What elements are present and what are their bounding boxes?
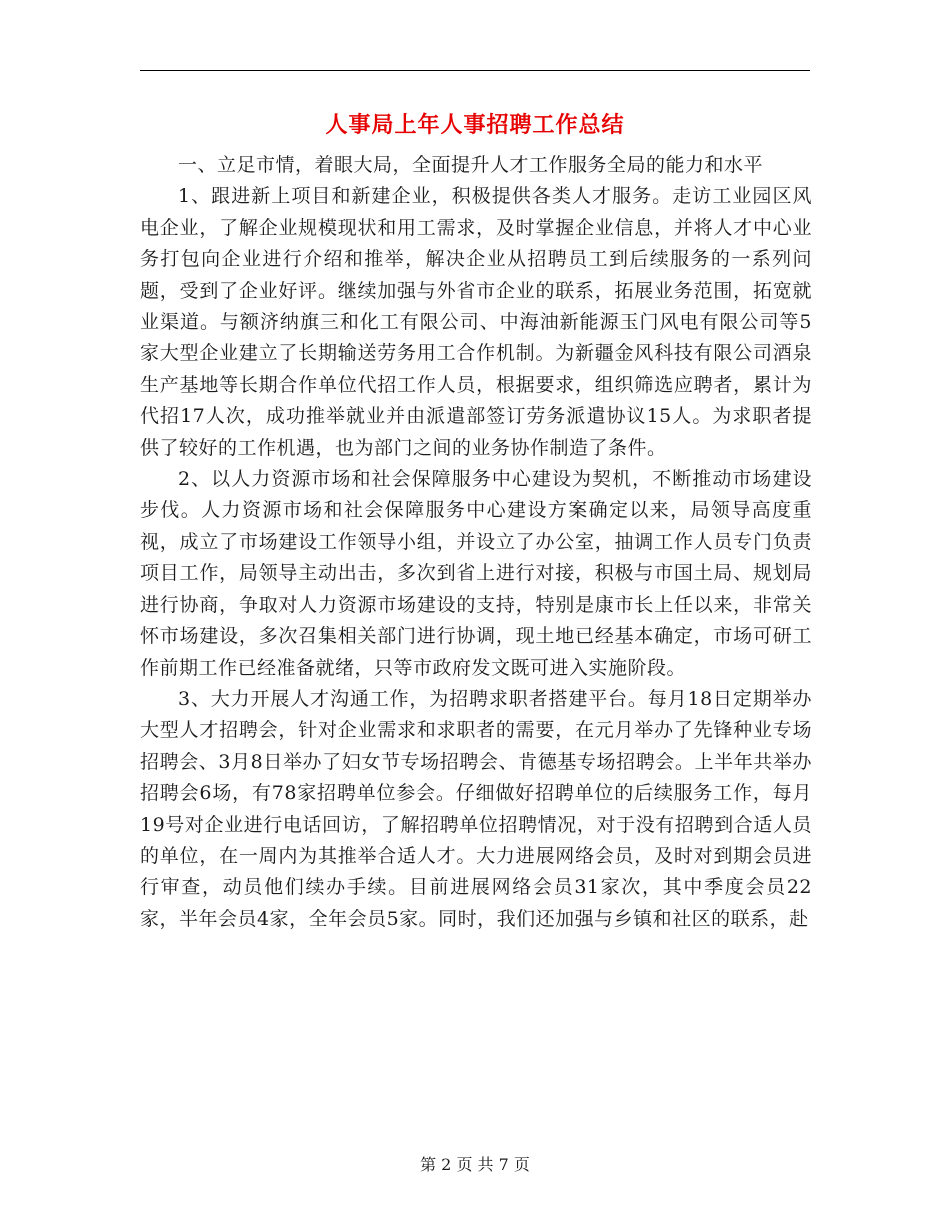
document-body (140, 150, 812, 935)
document-title: 人事局上年人事招聘工作总结 (325, 112, 625, 138)
section-heading: 一、立足市情，着眼大局，全面提升人才工作服务全局的能力和水平 (178, 154, 764, 176)
page-number-footer: 第 2 页 共 7 页 (420, 1155, 530, 1174)
body-paragraph-3: 3、大力开展人才沟通工作，为招聘求职者搭建平台。每月18日定期举办大型人才招聘会，针对企业需求和求职者的需要，在元月举办了先锋种业专场招聘会、3月8日举办了妇女节专场招聘会、肯德基专场招聘会。上半年共举办招聘会6场，有78家招聘单位参会。仔细做好招聘单位的后续服务工作，每月19号对企业进行电话回访，了解招聘单位招聘情况，对于没有招聘到合适人员的单位，在一周内为其推举合适人才。大力进展网络会员，及时对到期会员进行审查，动员他们续办手续。目前进展网络会员31家次，其中季度会员22家，半年会员4家，全年会员5家。同时，我们还加强与乡镇和社区的联系，赴 (140, 687, 812, 930)
header-rule (140, 70, 810, 71)
body-paragraph-2: 2、以人力资源市场和社会保障服务中心建设为契机，不断推动市场建设步伐。人力资源市场和社会保障服务中心建设方案确定以来，局领导高度重视，成立了市场建设工作领导小组，并设立了办公室，抽调工作人员专门负责项目工作，局领导主动出击，多次到省上进行对接，积极与市国土局、规划局进行协商，争取对人力资源市场建设的支持，特别是康市长上任以来，非常关怀市场建设，多次召集相关部门进行协调，现土地已经基本确定，市场可研工作前期工作已经准备就绪，只等市政府发文既可进入实施阶段。 (140, 468, 812, 679)
body-paragraph-1: 1、跟进新上项目和新建企业，积极提供各类人才服务。走访工业园区风电企业，了解企业规模现状和用工需求，及时掌握企业信息，并将人才中心业务打包向企业进行介绍和推举，解决企业从招聘员工到后续服务的一系列问题，受到了企业好评。继续加强与外省市企业的联系，拓展业务范围，拓宽就业渠道。与额济纳旗三和化工有限公司、中海油新能源玉门风电有限公司等5家大型企业建立了长期输送劳务用工合作机制。为新疆金风科技有限公司酒泉生产基地等长期合作单位代招工作人员，根据要求，组织筛选应聘者，累计为代招17人次，成功推举就业并由派遣部签订劳务派遣协议15人。为求职者提供了较好的工作机遇，也为部门之间的业务协作制造了条件。 (140, 185, 812, 459)
